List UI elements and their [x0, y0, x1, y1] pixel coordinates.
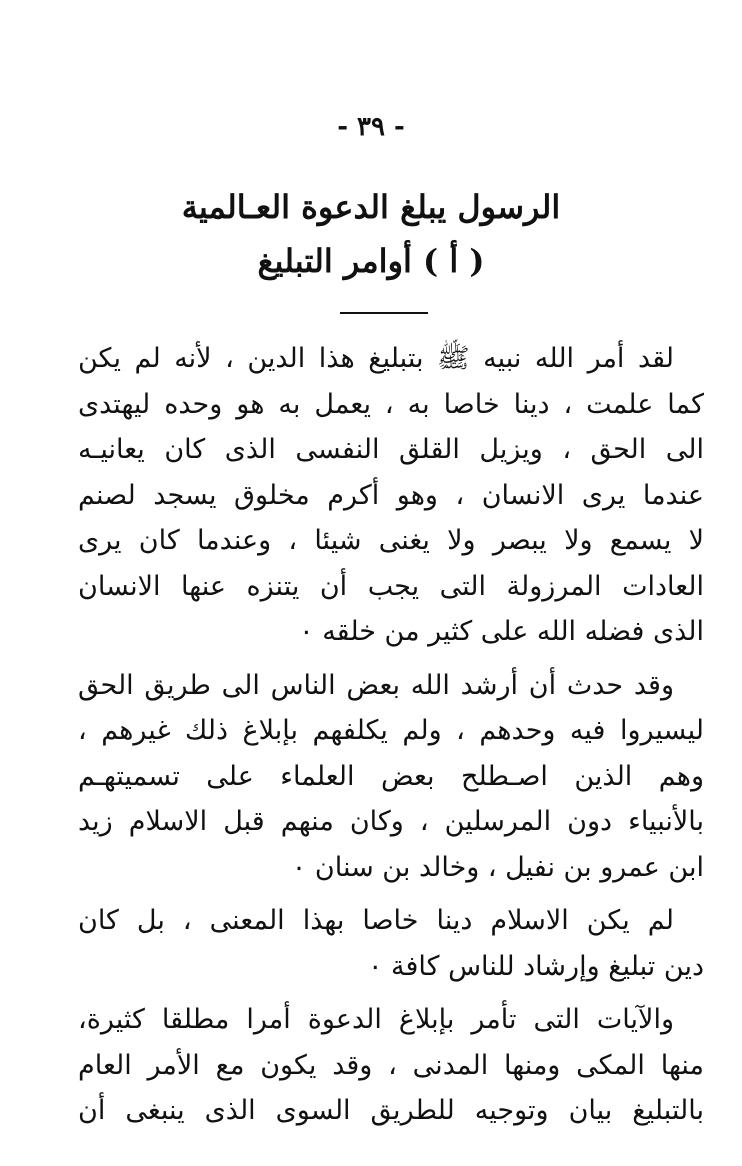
text-line: لقد أمر الله نبيه ﷺ بتبليغ هذا الدين ، لأنه لم يكن [78, 343, 674, 374]
body-text [78, 336, 704, 1134]
text-line: وقد حدث أن أرشد الله بعض الناس الى طريق الحق [78, 669, 674, 701]
title-divider [340, 312, 428, 314]
text-line: الذى فضله الله على كثير من خلقه ٠ [299, 616, 704, 647]
text-line: لا يسمع ولا يبصر ولا يغنى شيئا ، وعندما كان يرى [78, 525, 704, 556]
text-line: لم يكن الاسلام دينا خاصا بهذا المعنى ، بل كان [78, 905, 674, 936]
chapter-title: الرسول يبلغ الدعوة العـالمية [181, 188, 561, 226]
text-line: عندما يرى الانسان ، وهو أكرم مخلوق يسجد لصنم [78, 479, 704, 511]
text-line: دين تبليغ وإرشاد للناس كافة ٠ [367, 950, 704, 982]
text-line: الى الحق ، ويزيل القلق النفسى الذى كان يعانيـه [78, 434, 704, 465]
paragraph-1 [78, 336, 704, 655]
text-line: كما علمت ، دينا خاصا به ، يعمل به هو وحده ليهتدى [78, 388, 704, 420]
text-line: وهم الذين اصـطلح بعض العلماء على تسميتهـم [78, 760, 704, 792]
text-line: بالأنبياء دون المرسلين ، وكان منهم قبل الاسلام زيد [78, 806, 704, 837]
paragraph-2 [78, 663, 704, 891]
text-line: ليسيروا فيه وحدهم ، ولم يكلفهم بإبلاغ ذلك غيرهم ، [78, 715, 704, 746]
text-line: ابن عمرو بن نفيل ، وخالد بن سنان ٠ [291, 851, 704, 883]
section-subtitle: ( أ ) أوامر التبليغ [257, 242, 485, 280]
page-number: - ٣٩ - [337, 112, 405, 142]
text-line: العادات المرزولة التى يجب أن يتنزه عنها الانسان [78, 570, 704, 602]
text-line: والآيات التى تأمر بإبلاغ الدعوة أمرا مطلقا كثيرة، [78, 1004, 674, 1035]
text-line: منها المكى ومنها المدنى ، وقد يكون مع الأمر العام [78, 1049, 704, 1081]
paragraph-3 [78, 898, 704, 989]
text-line: بالتبليغ بيان وتوجيه للطريق السوى الذى ينبغى أن [78, 1095, 704, 1126]
paragraph-4 [78, 997, 704, 1134]
